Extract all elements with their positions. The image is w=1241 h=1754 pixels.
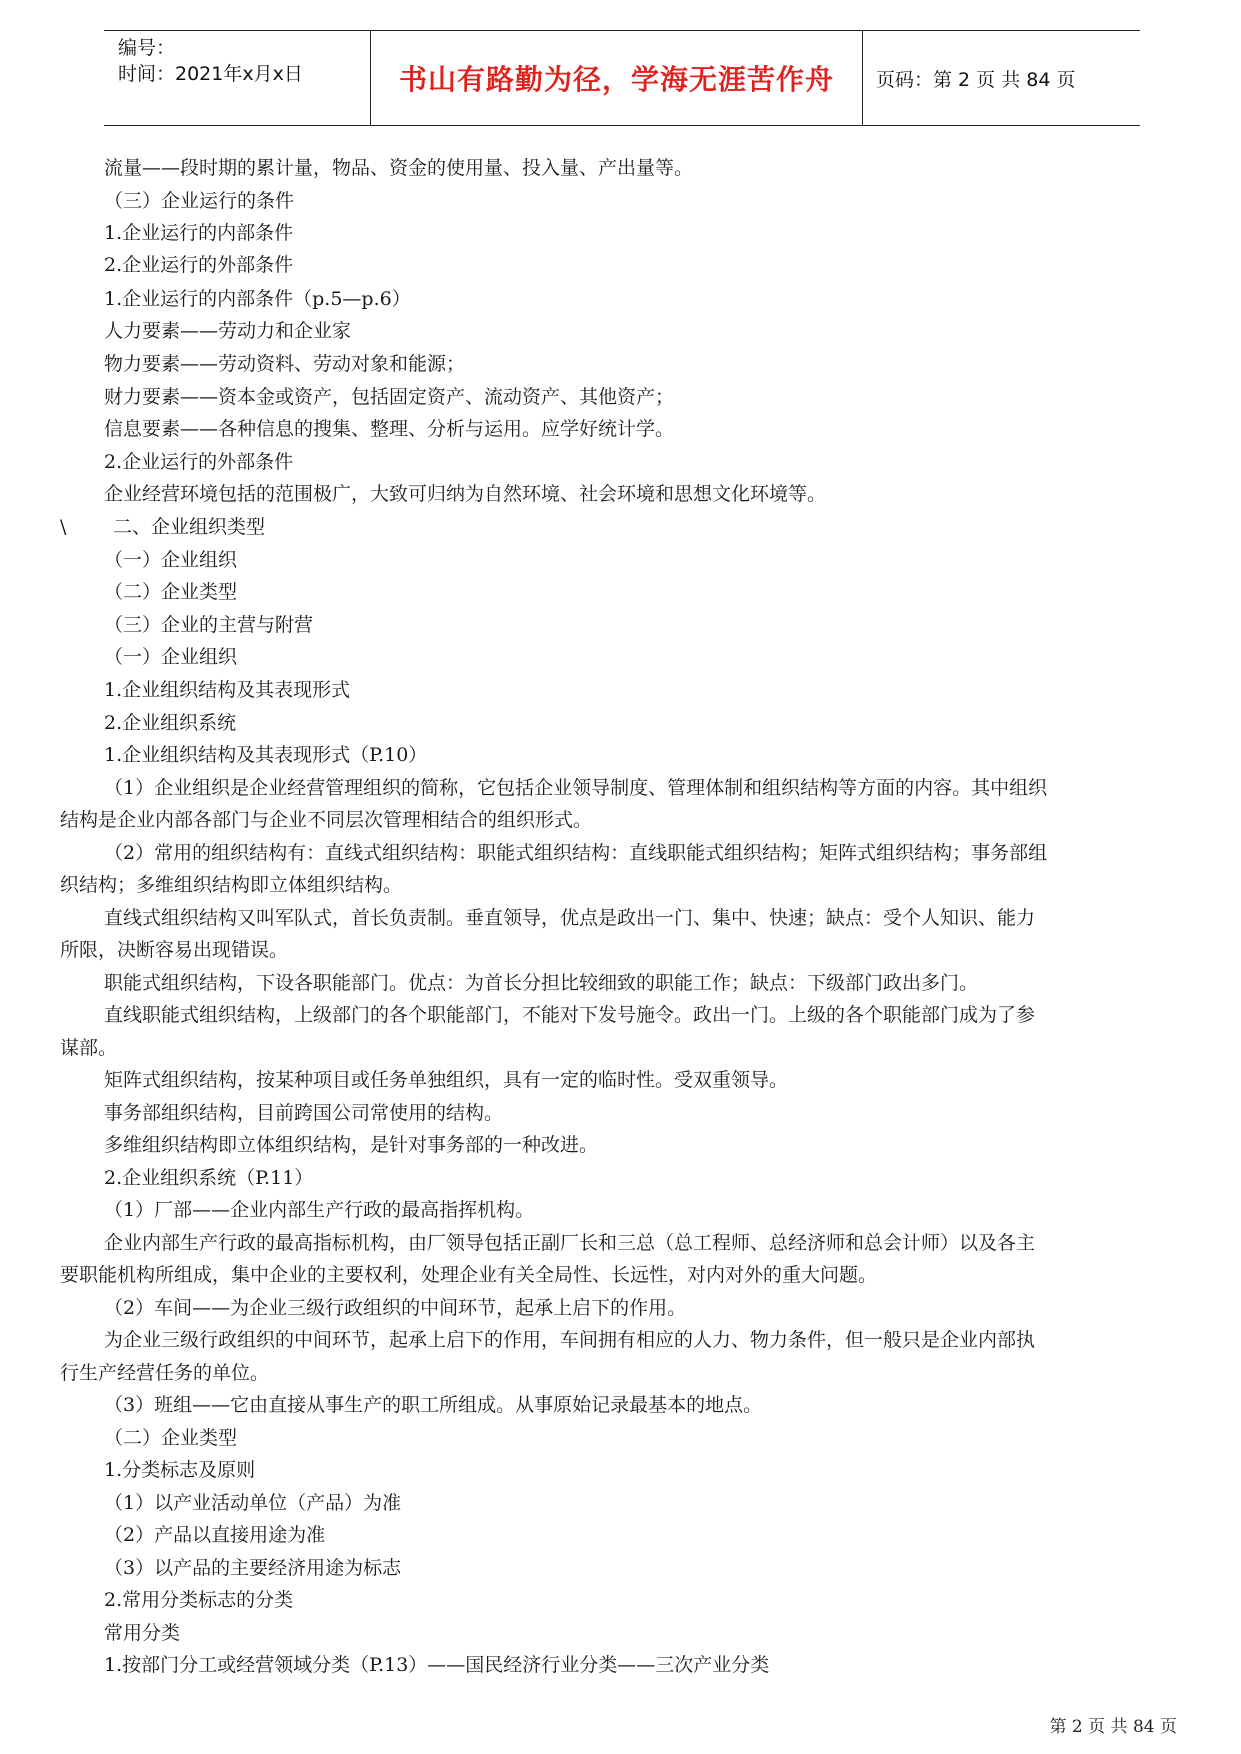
text-line: （三）企业运行的条件 <box>104 190 295 212</box>
text-line: 信息要素——各种信息的搜集、整理、分析与运用。应学好统计学。 <box>104 418 675 440</box>
text-line: 事务部组织结构，目前跨国公司常使用的结构。 <box>104 1102 504 1124</box>
motto-text: 书山有路勤为径，学海无涯苦作舟 <box>398 63 834 96</box>
text-line: （一）企业组织 <box>104 549 238 571</box>
text-line: 1.企业组织结构及其表现形式 <box>104 679 351 701</box>
header-left-cell <box>104 31 370 125</box>
text-line: 1.企业组织结构及其表现形式（P.10） <box>104 744 428 766</box>
text-line: 2.企业运行的外部条件 <box>104 451 294 473</box>
text-line: 1.企业运行的内部条件 <box>104 222 294 244</box>
text-line: （1）厂部——企业内部生产行政的最高指挥机构。 <box>104 1199 535 1221</box>
number-label: 编号： <box>118 37 176 59</box>
text-line: 1.分类标志及原则 <box>104 1459 256 1481</box>
text-line: 流量——段时期的累计量，物品、资金的使用量、投入量、产出量等。 <box>104 157 694 179</box>
text-line: 2.企业组织系统（P.11） <box>104 1167 314 1189</box>
text-line: 织结构；多维组织结构即立体组织结构。 <box>60 874 403 896</box>
text-line: 1.企业运行的内部条件（p.5—p.6） <box>104 288 411 310</box>
text-line: 直线职能式组织结构，上级部门的各个职能部门，不能对下发号施令。政出一门。上级的各个职能部门成为了参 <box>104 1004 1036 1026</box>
text-line: （3）以产品的主要经济用途为标志 <box>104 1557 402 1579</box>
page-footer: 第 2 页 共 84 页 <box>1049 1717 1177 1737</box>
text-line: （三）企业的主营与附营 <box>104 614 314 636</box>
text-line: 物力要素——劳动资料、劳动对象和能源； <box>104 353 466 375</box>
text-line: （3）班组——它由直接从事生产的职工所组成。从事原始记录最基本的地点。 <box>104 1394 763 1416</box>
text-line: （2）产品以直接用途为准 <box>104 1524 326 1546</box>
text-line: 2.常用分类标志的分类 <box>104 1589 294 1611</box>
text-line: 企业经营环境包括的范围极广，大致可归纳为自然环境、社会环境和思想文化环境等。 <box>104 483 827 505</box>
text-line: （1）以产业活动单位（产品）为准 <box>104 1492 402 1514</box>
text-line: 谋部。 <box>60 1037 118 1059</box>
text-line: 职能式组织结构，下设各职能部门。优点：为首长分担比较细致的职能工作；缺点：下级部门政出多门。 <box>104 972 979 994</box>
text-line: 所限，决断容易出现错误。 <box>60 939 289 961</box>
text-line: 人力要素——劳动力和企业家 <box>104 320 352 342</box>
page-header <box>104 30 1140 126</box>
text-line: 2.企业运行的外部条件 <box>104 254 294 276</box>
text-line: （二）企业类型 <box>104 1427 238 1449</box>
text-line: 要职能机构所组成，集中企业的主要权利，处理企业有关全局性、长远性，对内对外的重大问题。 <box>60 1264 878 1286</box>
text-line: （2）常用的组织结构有：直线式组织结构：职能式组织结构：直线职能式组织结构；矩阵式组织结构；事务部组 <box>104 842 1048 864</box>
text-line: 常用分类 <box>104 1622 181 1644</box>
text-line: 2.企业组织系统 <box>104 712 237 734</box>
stray-backslash: \ <box>60 516 67 538</box>
text-line: （二）企业类型 <box>104 581 238 603</box>
header-middle-cell <box>370 31 863 125</box>
section-heading: 二、企业组织类型 <box>113 516 266 538</box>
text-line: 直线式组织结构又叫军队式，首长负责制。垂直领导，优点是政出一门、集中、快速；缺点：受个人知识、能力 <box>104 907 1036 929</box>
text-line: 1.按部门分工或经营领域分类（P.13）——国民经济行业分类——三次产业分类 <box>104 1654 770 1676</box>
text-line: 多维组织结构即立体组织结构，是针对事务部的一种改进。 <box>104 1134 599 1156</box>
text-line: 企业内部生产行政的最高指标机构，由厂领导包括正副厂长和三总（总工程师、总经济师和总会计师）以及各主 <box>104 1232 1036 1254</box>
time-label: 时间：2021年x月x日 <box>118 63 303 85</box>
text-line: 结构是企业内部各部门与企业不同层次管理相结合的组织形式。 <box>60 809 593 831</box>
text-line: 为企业三级行政组织的中间环节，起承上启下的作用，车间拥有相应的人力、物力条件，但一般只是企业内部执 <box>104 1329 1036 1351</box>
text-line: 行生产经营任务的单位。 <box>60 1362 270 1384</box>
text-line: （一）企业组织 <box>104 646 238 668</box>
header-right-cell <box>862 31 1140 125</box>
text-line: （2）车间——为企业三级行政组织的中间环节，起承上启下的作用。 <box>104 1297 687 1319</box>
header-page-info: 页码：第 2 页 共 84 页 <box>876 68 1076 91</box>
text-line: 矩阵式组织结构，按某种项目或任务单独组织，具有一定的临时性。受双重领导。 <box>104 1069 789 1091</box>
text-line: 财力要素——资本金或资产，包括固定资产、流动资产、其他资产； <box>104 386 675 408</box>
text-line: （1）企业组织是企业经营管理组织的简称，它包括企业领导制度、管理体制和组织结构等方面的内容。其中组织 <box>104 777 1048 799</box>
